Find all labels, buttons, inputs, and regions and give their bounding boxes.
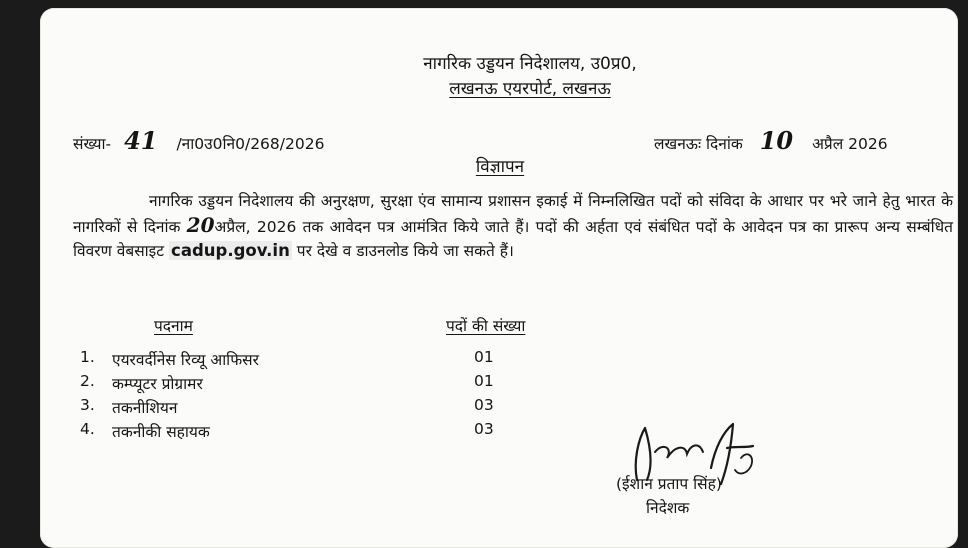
- post-count: 03: [474, 396, 494, 414]
- document-page: [40, 8, 958, 548]
- deadline-handwritten: 20: [186, 213, 215, 237]
- org-address: लखनऊ एयरपोर्ट, लखनऊ: [449, 79, 611, 99]
- post-name: तकनीकी सहायक: [112, 423, 210, 441]
- date-suffix: अप्रैल 2026: [812, 135, 888, 153]
- reference-number: [73, 126, 324, 155]
- column-header-post: पदनाम: [154, 317, 193, 335]
- post-count: 01: [474, 372, 494, 390]
- signatory-designation: निदेशक: [646, 499, 690, 517]
- notice-title: विज्ञापन: [475, 157, 525, 177]
- ref-prefix: संख्या-: [73, 135, 112, 153]
- issue-date: [654, 126, 888, 155]
- paragraph-part-3: पर देखे व डाउनलोड किये जा सकते हैं।: [296, 242, 514, 260]
- ref-suffix: /ना0उ0नि0/268/2026: [176, 135, 325, 153]
- post-name: एयरवर्दीनेस रिव्यू आफिसर: [112, 351, 259, 369]
- signatory-name: (ईशान प्रताप सिंह): [616, 475, 722, 493]
- post-count: 03: [474, 420, 494, 438]
- post-count: 01: [474, 348, 494, 366]
- notice-paragraph: [73, 189, 953, 263]
- paragraph-part-1: नागरिक उड्डयन निदेशालय की अनुरक्षण, सुरक्षा एंव सामान्य प्रशासन इकाई में निम्नलिखित पदों को संविदा के आधार पर भरे जाने हेतु भारत के नागरिकों से दिनांक: [73, 192, 953, 236]
- paragraph-part-2: अप्रैल, 2026 तक आवेदन पत्र आमंत्रित किये जाते हैं। पदों की अर्हता एवं संबंधित पदों के आवेदन पत्र का प्रारूप अन्य सम्बंधित विवरण वेबसाइट: [73, 218, 953, 260]
- row-number: 3.: [80, 396, 95, 414]
- row-number: 1.: [80, 348, 95, 366]
- row-number: 2.: [80, 372, 95, 390]
- date-day-handwritten: 10: [759, 126, 794, 155]
- row-number: 4.: [80, 420, 95, 438]
- column-header-count: पदों की संख्या: [446, 317, 526, 335]
- ref-number-handwritten: 41: [124, 126, 158, 155]
- post-name: कम्प्यूटर प्रोग्रामर: [112, 375, 203, 393]
- date-prefix: लखनऊः दिनांक: [654, 135, 743, 153]
- post-name: तकनीशियन: [112, 399, 178, 417]
- org-name: नागरिक उड्डयन निदेशालय, उ0प्र0,: [423, 54, 637, 74]
- website-link[interactable]: cadup.gov.in: [171, 241, 290, 260]
